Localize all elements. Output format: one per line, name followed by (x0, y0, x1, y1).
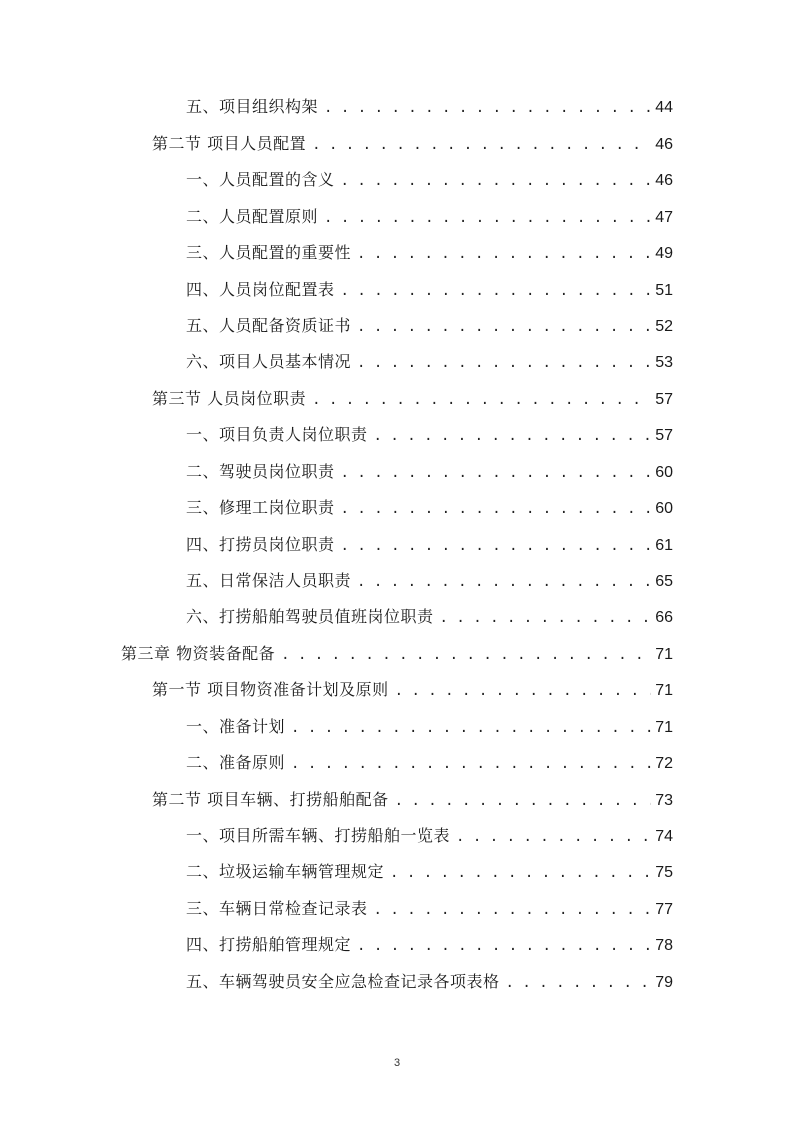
toc-entry-title: 一、准备计划 (186, 717, 286, 736)
toc-dot-leader (312, 387, 651, 413)
toc-entry[interactable] (186, 349, 673, 375)
toc-dot-leader (357, 569, 651, 595)
toc-entry-page: 78 (655, 937, 673, 954)
toc-entry-page: 47 (655, 209, 673, 226)
toc-entry[interactable] (186, 240, 673, 266)
toc-entry[interactable] (121, 641, 673, 667)
toc-entry-page: 51 (655, 282, 673, 299)
toc-dot-leader (281, 642, 651, 668)
toc-entry-page: 46 (655, 172, 673, 189)
toc-dot-leader (324, 205, 651, 231)
toc-entry-title: 第三节 人员岗位职责 (152, 389, 307, 408)
toc-entry-page: 57 (655, 391, 673, 408)
toc-entry[interactable] (186, 823, 673, 849)
toc-entry-page: 72 (655, 755, 673, 772)
toc-entry-page: 46 (655, 136, 673, 153)
toc-entry[interactable] (186, 313, 673, 339)
toc-dot-leader (341, 496, 651, 522)
toc-dot-leader (341, 278, 651, 304)
toc-dot-leader (341, 533, 651, 559)
toc-entry-page: 44 (655, 99, 673, 116)
toc-entry-page: 74 (655, 828, 673, 845)
toc-dot-leader (395, 678, 651, 704)
toc-entry-page: 71 (655, 646, 673, 663)
toc-dot-leader (291, 751, 651, 777)
toc-dot-leader (374, 423, 651, 449)
toc-entry-title: 三、车辆日常检查记录表 (186, 899, 368, 918)
toc-entry-page: 65 (655, 573, 673, 590)
toc-entry[interactable] (186, 932, 673, 958)
toc-dot-leader (374, 897, 651, 923)
toc-dot-leader (440, 605, 651, 631)
toc-entry-title: 五、日常保洁人员职责 (186, 571, 352, 590)
toc-dot-leader (390, 860, 651, 886)
toc-entry-title: 三、修理工岗位职责 (186, 498, 335, 517)
toc-entry-title: 三、人员配置的重要性 (186, 243, 352, 262)
toc-dot-leader (357, 241, 651, 267)
toc-entry[interactable] (186, 604, 673, 630)
toc-entry[interactable] (186, 204, 673, 230)
toc-dot-leader (357, 314, 651, 340)
toc-entry[interactable] (152, 131, 673, 157)
toc-dot-leader (312, 132, 651, 158)
toc-entry-title: 五、车辆驾驶员安全应急检查记录各项表格 (186, 972, 500, 991)
toc-entry-title: 二、准备原则 (186, 753, 286, 772)
toc-entry-page: 60 (655, 464, 673, 481)
toc-entry-title: 四、打捞员岗位职责 (186, 535, 335, 554)
toc-dot-leader (291, 715, 651, 741)
toc-entry-title: 一、项目所需车辆、打捞船舶一览表 (186, 826, 451, 845)
toc-dot-leader (341, 168, 651, 194)
toc-entry-page: 61 (655, 537, 673, 554)
toc-entry[interactable] (186, 532, 673, 558)
toc-entry-title: 二、垃圾运输车辆管理规定 (186, 862, 385, 881)
toc-entry-page: 71 (655, 682, 673, 699)
toc-entry[interactable] (186, 94, 673, 120)
toc-entry-title: 四、人员岗位配置表 (186, 280, 335, 299)
toc-dot-leader (341, 460, 651, 486)
toc-entry[interactable] (186, 495, 673, 521)
toc-entry[interactable] (186, 859, 673, 885)
toc-dot-leader (506, 970, 651, 996)
toc-entry[interactable] (186, 568, 673, 594)
toc-entry[interactable] (186, 714, 673, 740)
toc-entry[interactable] (152, 787, 673, 813)
toc-entry-title: 二、人员配置原则 (186, 207, 319, 226)
toc-entry-page: 71 (655, 719, 673, 736)
toc-entry[interactable] (186, 422, 673, 448)
toc-dot-leader (357, 350, 651, 376)
toc-entry-title: 四、打捞船舶管理规定 (186, 935, 352, 954)
toc-entry[interactable] (152, 386, 673, 412)
toc-entry-title: 一、人员配置的含义 (186, 170, 335, 189)
toc-entry-title: 一、项目负责人岗位职责 (186, 425, 368, 444)
toc-entry-title: 五、人员配备资质证书 (186, 316, 352, 335)
toc-entry-page: 52 (655, 318, 673, 335)
toc-dot-leader (456, 824, 651, 850)
toc-dot-leader (324, 95, 651, 121)
toc-entry-page: 79 (655, 974, 673, 991)
toc-entry[interactable] (152, 677, 673, 703)
toc-entry[interactable] (186, 459, 673, 485)
toc-entry[interactable] (186, 167, 673, 193)
toc-entry-page: 73 (655, 792, 673, 809)
toc-entry-page: 53 (655, 354, 673, 371)
toc-entry-page: 75 (655, 864, 673, 881)
toc-entry-page: 60 (655, 500, 673, 517)
toc-entry[interactable] (186, 969, 673, 995)
toc-entry-title: 第三章 物资装备配备 (121, 644, 276, 663)
toc-entry[interactable] (186, 896, 673, 922)
page-number: 3 (393, 1057, 401, 1069)
toc-entry-title: 第二节 项目人员配置 (152, 134, 307, 153)
toc-entry-page: 57 (655, 427, 673, 444)
toc-entry-title: 六、项目人员基本情况 (186, 352, 352, 371)
toc-entry-page: 77 (655, 901, 673, 918)
toc-entry[interactable] (186, 277, 673, 303)
toc-entry-page: 66 (655, 609, 673, 626)
toc-entry-title: 第二节 项目车辆、打捞船舶配备 (152, 790, 389, 809)
toc-entry[interactable] (186, 750, 673, 776)
toc-dot-leader (357, 933, 651, 959)
toc-entry-page: 49 (655, 245, 673, 262)
toc-entry-title: 五、项目组织构架 (186, 97, 319, 116)
toc-entry-title: 二、驾驶员岗位职责 (186, 462, 335, 481)
toc-entry-title: 第一节 项目物资准备计划及原则 (152, 680, 389, 699)
toc-dot-leader (395, 788, 651, 814)
toc-entry-title: 六、打捞船舶驾驶员值班岗位职责 (186, 607, 434, 626)
